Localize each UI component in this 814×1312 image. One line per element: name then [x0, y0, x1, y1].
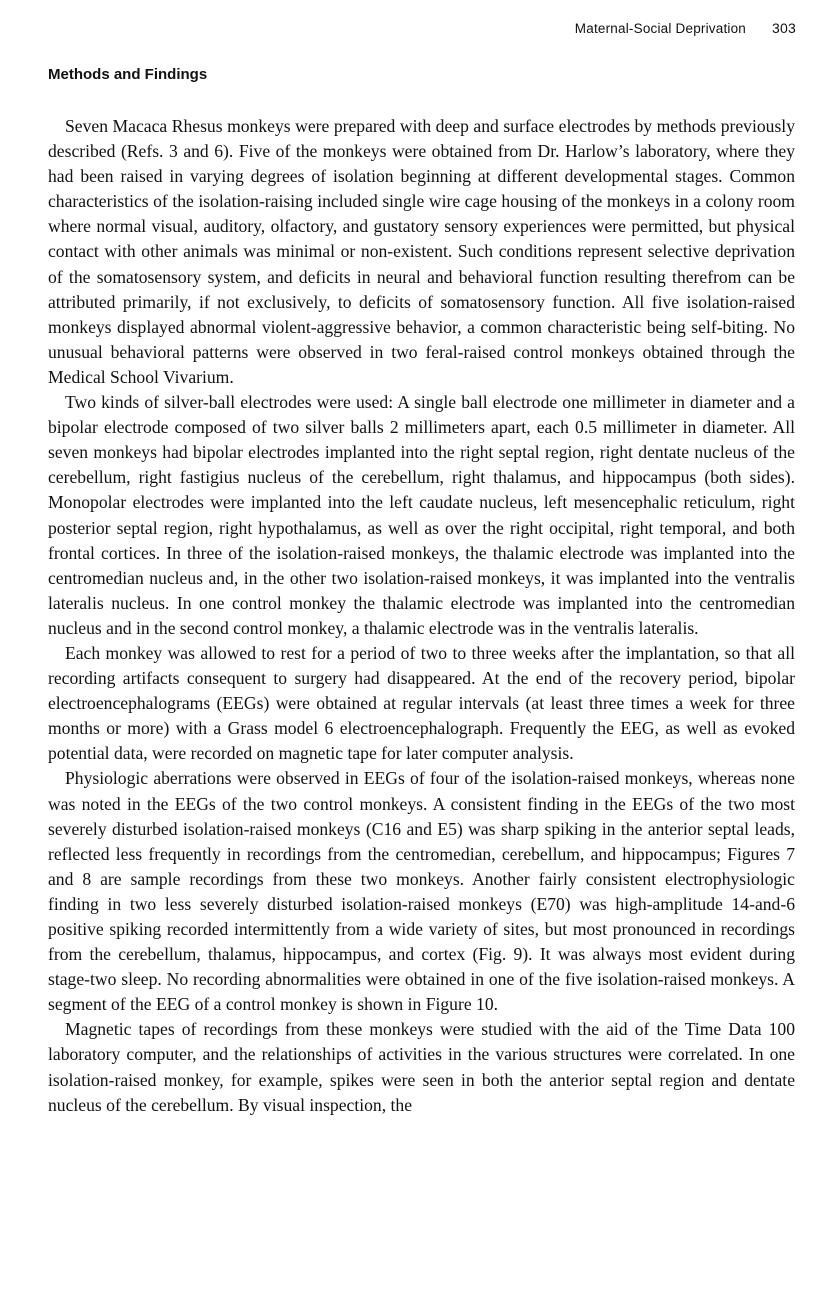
paragraph-electrodes: Two kinds of silver-ball electrodes were used: A single ball electrode one millimeter in diameter and a bipolar electrode composed of two silver balls 2 millimeters apart, each 0.5 millimeter in diameter. All seven monkeys had bipolar electrodes implanted into the right septal region, right dentate nucleus of the cerebellum, right fastigius nucleus of the cerebellum, right thalamus, and hippocampus (both sides). Monopolar electrodes were implanted into the left caudate nucleus, left mesencephalic reticulum, right posterior septal region, right hypothalamus, as well as over the right occipital, right temporal, and both frontal cortices. In three of the isolation-raised monkeys, the thalamic electrode was implanted into the centromedian nucleus and, in the other two isolation-raised monkeys, it was implanted into the ventralis lateralis nucleus. In one control monkey the thalamic electrode was implanted into the centromedian nucleus and in the second control monkey, a thalamic electrode was in the ventralis lateralis. [48, 392, 795, 638]
page-number: 303 [772, 20, 796, 36]
paragraph-findings: Physiologic aberrations were observed in EEGs of four of the isolation-raised monkeys, whereas none was noted in the EEGs of the two control monkeys. A consistent finding in the EEGs of the two most severely disturbed isolation-raised monkeys (C16 and E5) was sharp spiking in the anterior septal leads, reflected less frequently in recordings from the centromedian, cerebellum, and hippocampus; Figures 7 and 8 are sample recordings from these two monkeys. Another fairly consistent electrophysiologic finding in two less severely disturbed isolation-raised monkeys (E70) was high-amplitude 14-and-6 positive spiking recorded intermittently from a wide variety of sites, but most pronounced in recordings from the cerebellum, thalamus, hippocampus, and cortex (Fig. 9). It was always most evident during stage-two sleep. No recording abnormalities were obtained in one of the five isolation-raised monkeys. A segment of the EEG of a control monkey is shown in Figure 10. [48, 768, 795, 1015]
body-text [48, 114, 795, 1118]
running-head [575, 20, 796, 36]
running-title: Maternal-Social Deprivation [574, 21, 747, 36]
paragraph-methods: Seven Macaca Rhesus monkeys were prepared with deep and surface electrodes by methods previously described (Refs. 3 and 6). Five of the monkeys were obtained from Dr. Harlow’s laboratory, where they had been raised in varying degrees of isolation beginning at different developmental stages. Common characteristics of the isolation-raising included single wire cage housing of the monkeys in a colony room where normal visual, auditory, olfactory, and gustatory sensory experiences were permitted, but physical contact with other animals was minimal or non-existent. Such conditions represent selective deprivation of the somatosensory system, and deficits in neural and behavioral function resulting therefrom can be attributed primarily, if not exclusively, to deficits of somatosensory function. All five isolation-raised monkeys displayed abnormal violent-aggressive behavior, a common characteristic being self-biting. No unusual behavioral patterns were observed in two feral-raised control monkeys obtained through the Medical School Vivarium. [48, 116, 795, 387]
paragraph-computer-analysis: Magnetic tapes of recordings from these monkeys were studied with the aid of the Time Data 100 laboratory computer, and the relationships of activities in the various structures were correlated. In one isolation-raised monkey, for example, spikes were seen in both the anterior septal region and dentate nucleus of the cerebellum. By visual inspection, the [48, 1019, 795, 1115]
section-heading: Methods and Findings [48, 66, 208, 83]
paragraph-recording: Each monkey was allowed to rest for a period of two to three weeks after the implantation, so that all recording artifacts consequent to surgery had disappeared. At the end of the recovery period, bipolar electroencephalograms (EEGs) were obtained at regular intervals (at least three times a week for three months or more) with a Grass model 6 electroencephalograph. Frequently the EEG, as well as evoked potential data, were recorded on magnetic tape for later computer analysis. [48, 642, 795, 764]
